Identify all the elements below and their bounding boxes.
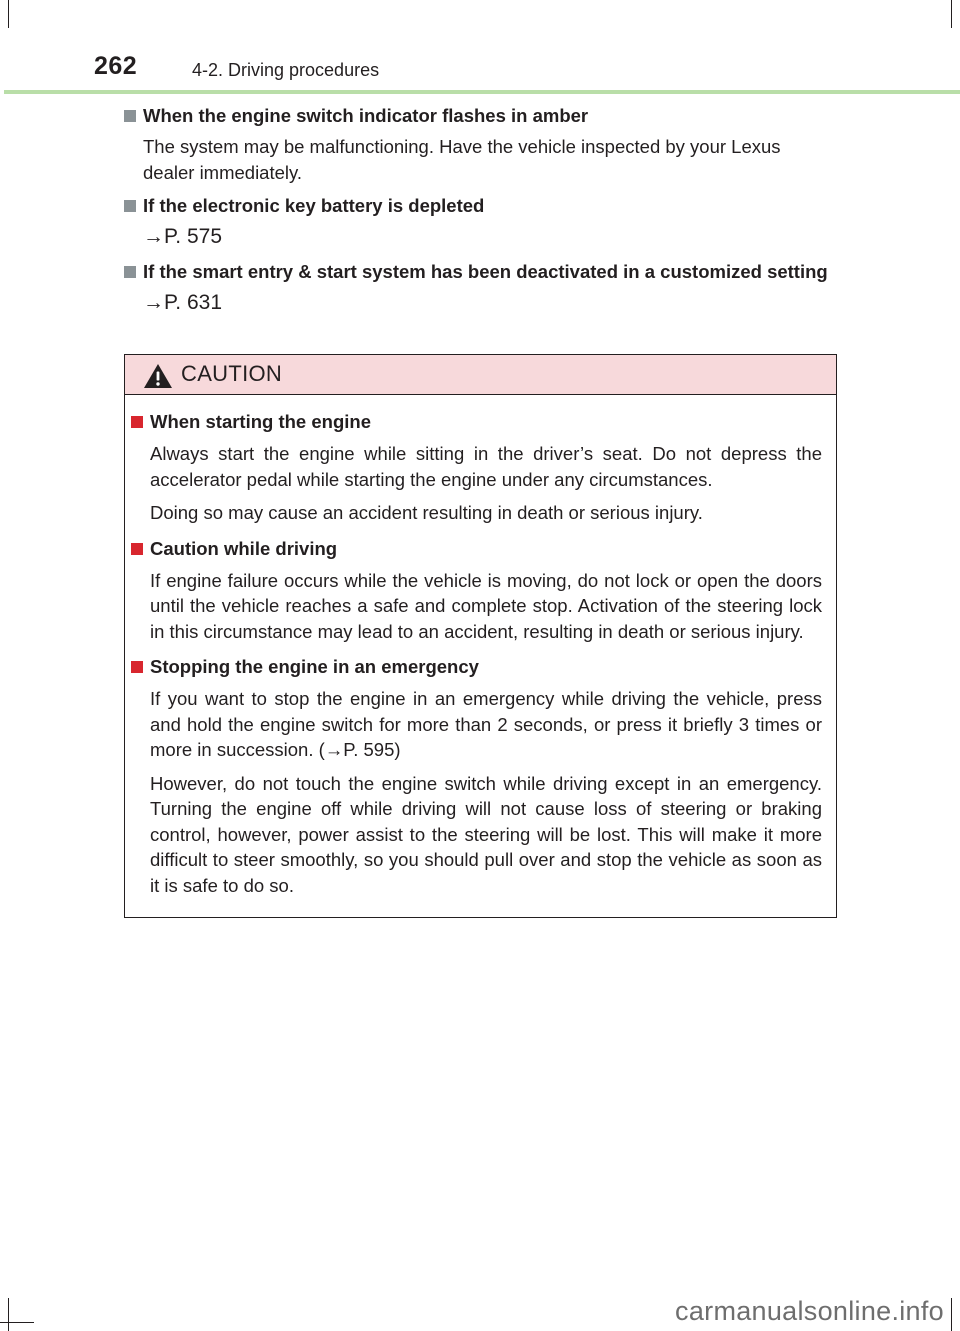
caution-section-starting: [131, 409, 822, 526]
main-content: [124, 103, 836, 325]
caution-label: CAUTION: [181, 361, 283, 386]
crop-mark: [0, 1322, 34, 1323]
square-bullet-icon: [131, 543, 143, 555]
square-bullet-icon: [124, 110, 136, 122]
caution-body: [125, 395, 836, 898]
watermark: carmanualsonline.info: [675, 1296, 944, 1326]
square-bullet-icon: [124, 200, 136, 212]
info-item-smart-entry: [124, 259, 836, 317]
caution-heading: Stopping the engine in an emergency: [150, 656, 479, 677]
section-title: 4-2. Driving procedures: [192, 60, 380, 80]
warning-triangle-icon: [143, 363, 173, 389]
square-bullet-icon: [131, 416, 143, 428]
item-heading: When the engine switch indicator flashes in amber: [143, 105, 589, 126]
caution-paragraph: If engine failure occurs while the vehicle is moving, do not lock or open the doors until the vehicle reaches a safe and complete stop. Activation of the steering lock in this circumstance may lead to an accident, resulting in death or serious injury.: [150, 569, 822, 642]
square-bullet-icon: [124, 266, 136, 278]
caution-heading: When starting the engine: [150, 411, 371, 432]
info-item-amber-indicator: [124, 103, 836, 185]
caution-heading: Caution while driving: [150, 537, 338, 559]
info-item-key-battery: [124, 193, 836, 251]
header-rule: [4, 90, 960, 94]
item-heading: If the smart entry & start system has been deactivated in a customized setting: [143, 261, 828, 282]
crop-mark: [8, 0, 9, 28]
caution-paragraph: However, do not touch the engine switch while driving except in an emergency. Turning the engine off while driving will not cause loss of steering or braking control, however, power assist to the steering will be lost. This will make it more difficult to steer smoothly, so you should pull over and stop the vehicle as soon as it is safe to do so.: [150, 772, 822, 896]
caution-paragraph: Always start the engine while sitting in the driver’s seat. Do not depress the accelerator pedal while starting the engine under any circumstances.: [150, 443, 822, 490]
square-bullet-icon: [131, 661, 143, 673]
caution-header: [125, 355, 836, 395]
item-body: The system may be malfunctioning. Have the vehicle inspected by your Lexus dealer immediately.: [143, 136, 781, 183]
crop-mark: [8, 1298, 9, 1331]
caution-paragraph: If you want to stop the engine in an emergency while driving the vehicle, press and hold the engine switch for more than 2 seconds, or press it briefly 3 times or more in succession. (→P. 595): [150, 688, 822, 760]
crop-mark: [951, 1298, 952, 1331]
page-reference-link[interactable]: →P. 631: [143, 291, 223, 314]
page-number: 262: [94, 52, 138, 80]
caution-box: [124, 354, 837, 918]
page-reference-link[interactable]: →P. 575: [143, 225, 223, 248]
caution-section-emergency: [131, 654, 822, 898]
item-heading: If the electronic key battery is depleted: [143, 195, 485, 216]
caution-paragraph: Doing so may cause an accident resulting in death or serious injury.: [150, 502, 703, 523]
caution-section-driving: [131, 536, 822, 645]
crop-mark: [951, 0, 952, 28]
page-header: [0, 52, 960, 92]
